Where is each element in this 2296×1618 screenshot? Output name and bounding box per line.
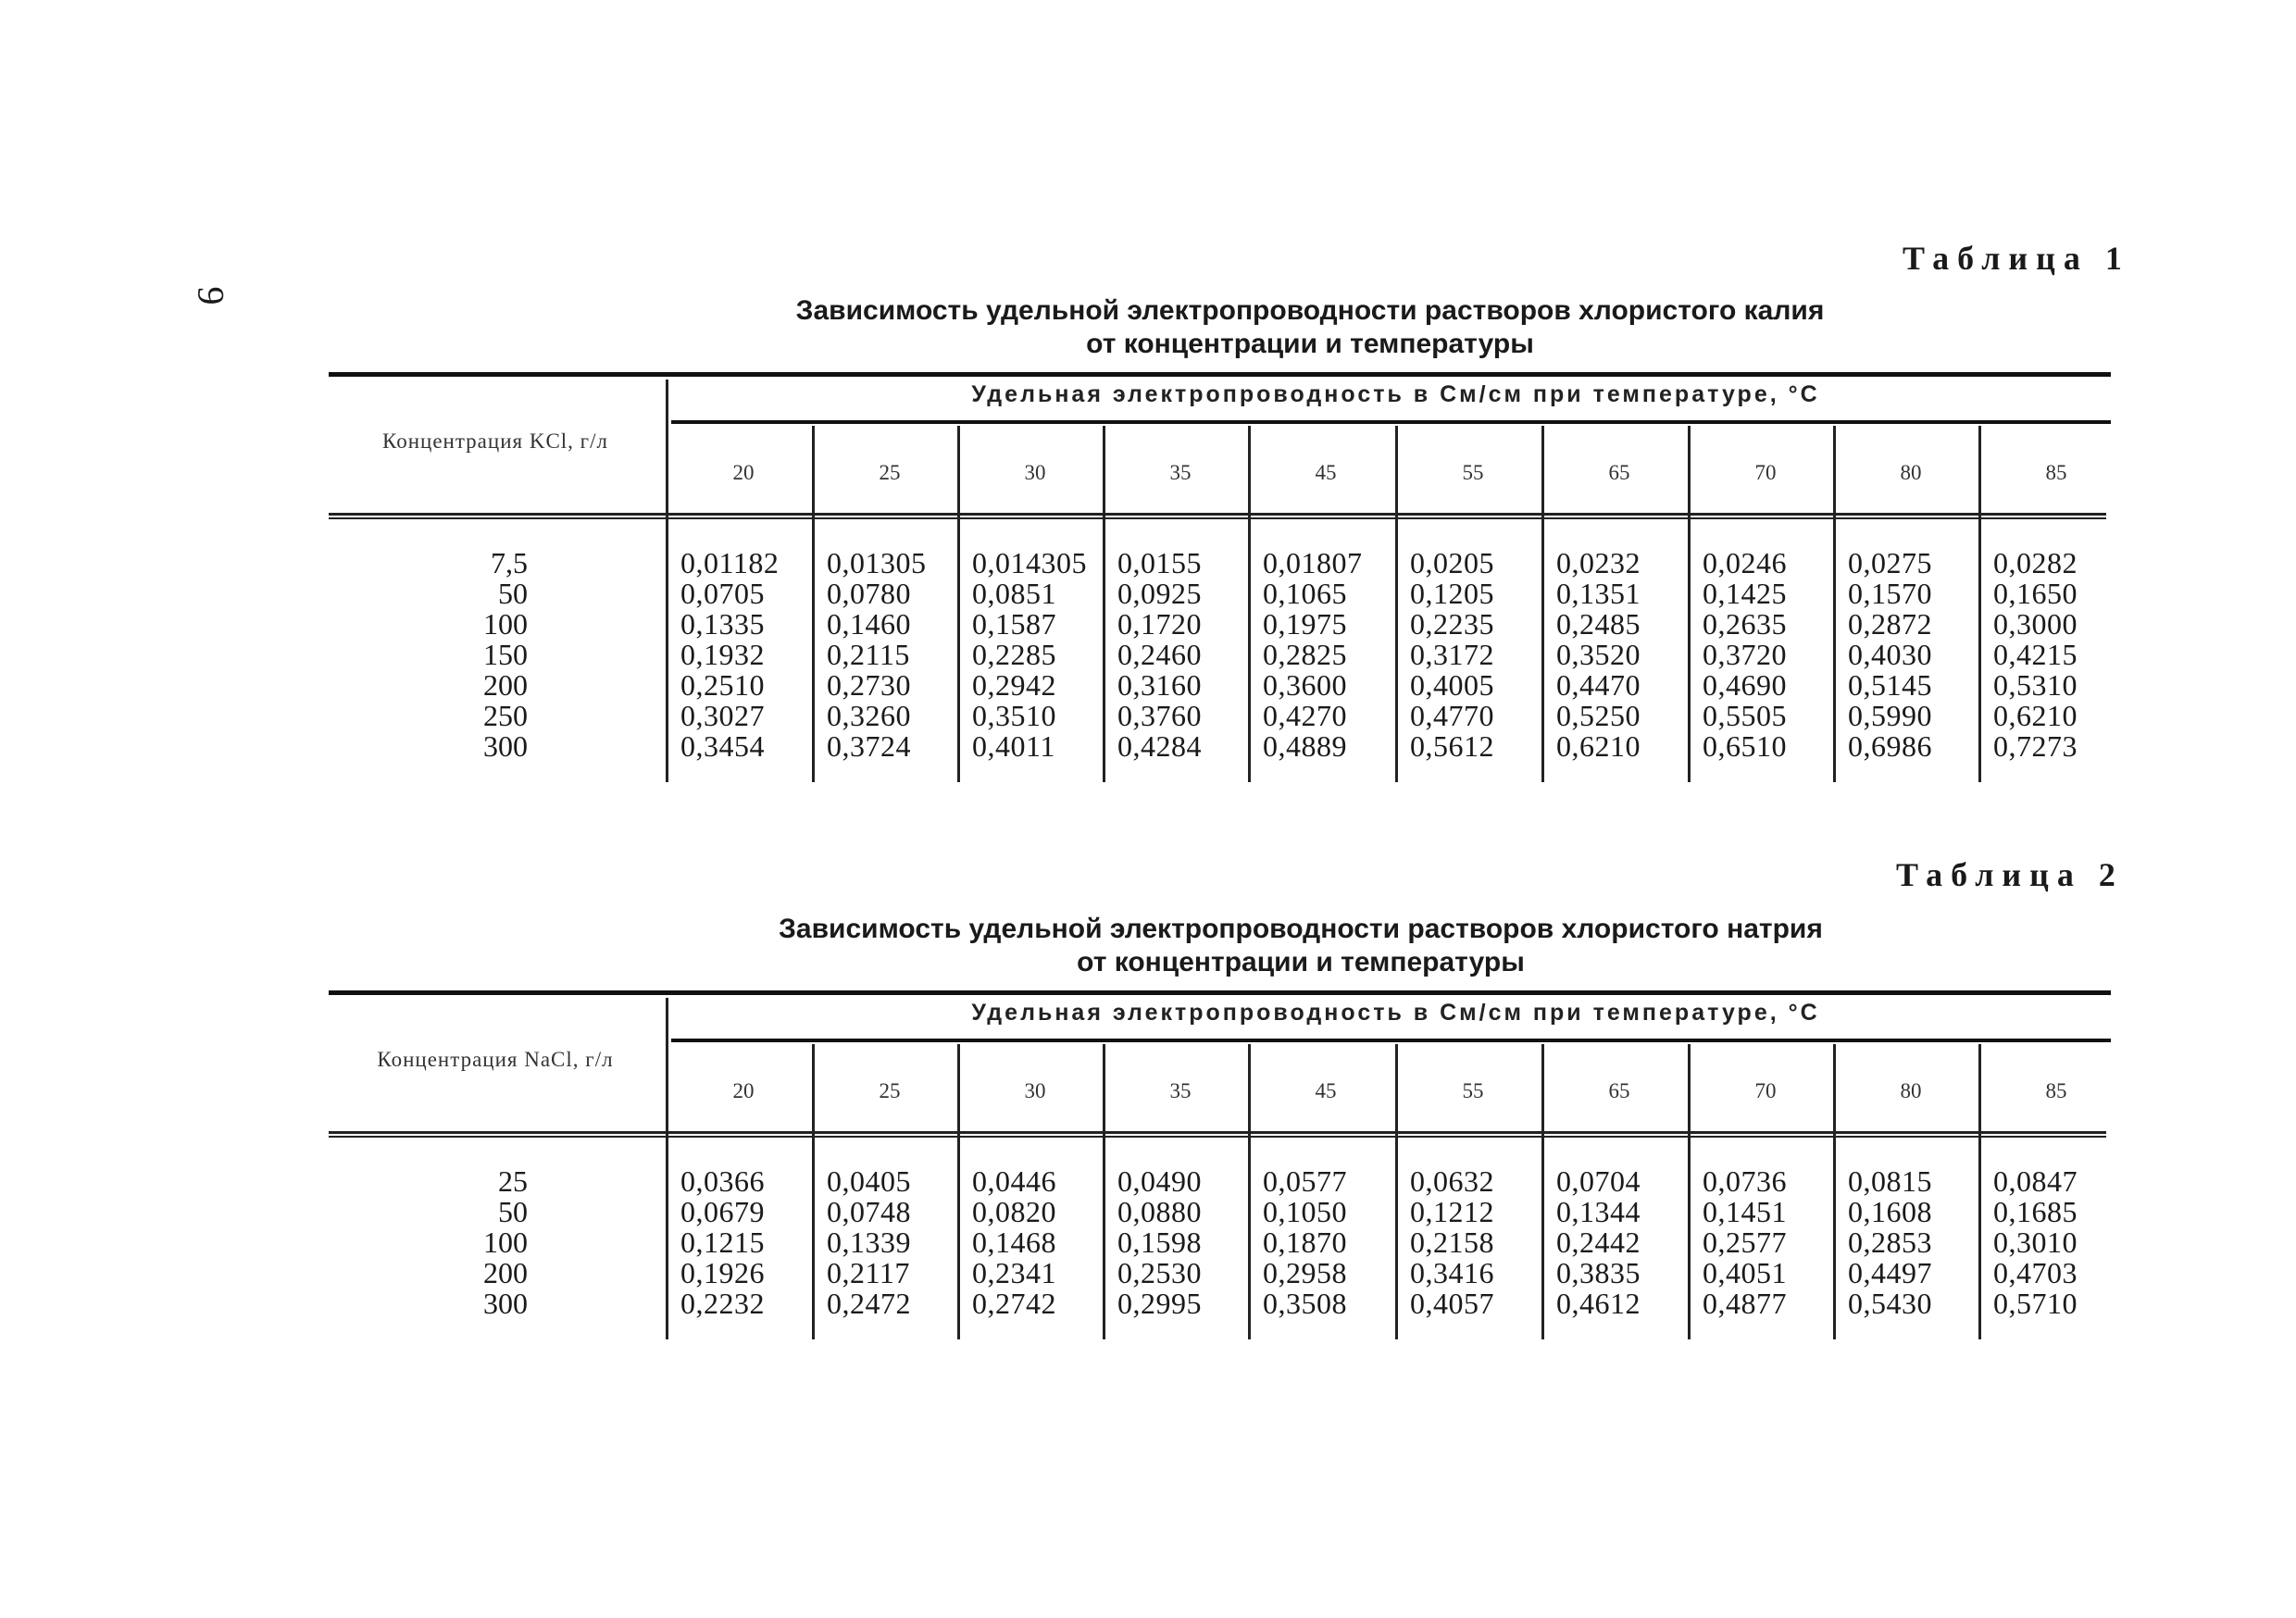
table1-cell: 0,0925	[1117, 577, 1202, 610]
table2-header-bottom-rule	[329, 1131, 2106, 1138]
table1-cell: 0,2485	[1556, 607, 1641, 641]
table2-temp-85: 85	[2045, 1079, 2067, 1102]
table2-cell: 0,2232	[680, 1287, 765, 1320]
table2-label: Таблица 2	[1896, 856, 2124, 893]
table2-cell: 0,0880	[1117, 1195, 1202, 1228]
table1-cell: 0,1205	[1410, 577, 1494, 610]
table2-cell: 0,1608	[1848, 1195, 1932, 1228]
table1-title	[708, 294, 1912, 361]
table2-cell: 0,4877	[1703, 1287, 1787, 1320]
table1-cell: 0,2235	[1410, 607, 1494, 641]
table1-cell: 0,6210	[1993, 699, 2078, 732]
table2-cell: 0,5430	[1848, 1287, 1932, 1320]
table2-cell: 0,0405	[827, 1164, 911, 1198]
table2-cell: 0,4057	[1410, 1287, 1494, 1320]
table2-cell: 0,2853	[1848, 1226, 1932, 1259]
table2-top-rule	[329, 990, 2111, 995]
table1-cell: 0,4770	[1410, 699, 1494, 732]
table2-cell: 0,3835	[1556, 1256, 1641, 1289]
table1-cell: 0,4889	[1263, 729, 1347, 763]
table2-cell: 0,0577	[1263, 1164, 1347, 1198]
table2-temp-35: 35	[1169, 1079, 1192, 1102]
table2-cell: 0,2158	[1410, 1226, 1494, 1259]
table1-cell: 0,4215	[1993, 638, 2078, 671]
table2-cell: 0,1215	[680, 1226, 765, 1259]
table2-cell: 0,1344	[1556, 1195, 1641, 1228]
table1-cell: 0,3760	[1117, 699, 1202, 732]
table1-cell: 0,1335	[680, 607, 765, 641]
table2-header-rule	[671, 1039, 2111, 1042]
table2-cell: 0,2742	[972, 1287, 1056, 1320]
table1-cell: 0,3724	[827, 729, 911, 763]
table1-top-rule	[329, 372, 2111, 377]
table2-cell: 0,2530	[1117, 1256, 1202, 1289]
table2-cell: 0,0704	[1556, 1164, 1641, 1198]
table2-cell: 0,0366	[680, 1164, 765, 1198]
table2-title	[699, 913, 1903, 979]
table1-cell: 0,2730	[827, 668, 911, 702]
table2-temp-80: 80	[1900, 1079, 1922, 1102]
table2-cell: 0,2117	[827, 1256, 910, 1289]
table2-cell: 0,2472	[827, 1287, 911, 1320]
table2-title-line2: от концентрации и температуры	[1077, 947, 1525, 977]
table2-temp-30: 30	[1024, 1079, 1046, 1102]
table2-cell: 0,2995	[1117, 1287, 1202, 1320]
table2-cell: 0,3010	[1993, 1226, 2078, 1259]
table1-cell: 0,5145	[1848, 668, 1932, 702]
table1-cell: 0,2872	[1848, 607, 1932, 641]
table1-cell: 0,014305	[972, 546, 1087, 579]
table1-cell: 0,3000	[1993, 607, 2078, 641]
table1-cell: 0,3454	[680, 729, 765, 763]
table2-row-conc: 100	[483, 1226, 528, 1259]
table1-cell: 0,6986	[1848, 729, 1932, 763]
table1-cell: 0,2510	[680, 668, 765, 702]
table1-cell: 0,01182	[680, 546, 780, 579]
table1-cell: 0,2460	[1117, 638, 1202, 671]
table2-cell: 0,1339	[827, 1226, 911, 1259]
table1-cell: 0,0851	[972, 577, 1056, 610]
table2-temp-25: 25	[879, 1079, 901, 1102]
table1-cell: 0,3720	[1703, 638, 1787, 671]
table1-cell: 0,4690	[1703, 668, 1787, 702]
table2-cell: 0,0736	[1703, 1164, 1787, 1198]
table2-temp-65: 65	[1608, 1079, 1630, 1102]
table2-temp-45: 45	[1315, 1079, 1337, 1102]
table1-temp-85: 85	[2045, 461, 2067, 484]
table1-cell: 0,3172	[1410, 638, 1494, 671]
table1-conc-header: Концентрация KCl, г/л	[382, 429, 608, 453]
table2-cell: 0,4497	[1848, 1256, 1932, 1289]
table2-row-conc: 50	[498, 1195, 528, 1228]
table2-cell: 0,5710	[1993, 1287, 2078, 1320]
table1-row-conc: 250	[483, 699, 528, 732]
page-number: 9	[190, 286, 232, 305]
table1-cell: 0,6510	[1703, 729, 1787, 763]
table2-cell: 0,2341	[972, 1256, 1056, 1289]
table1-cell: 0,5990	[1848, 699, 1932, 732]
table1-cell: 0,4284	[1117, 729, 1202, 763]
table2-cell: 0,4703	[1993, 1256, 2078, 1289]
table2-row-conc: 25	[498, 1164, 528, 1198]
table1-cell: 0,3027	[680, 699, 765, 732]
table1-cell: 0,4005	[1410, 668, 1494, 702]
table2-cell: 0,3508	[1263, 1287, 1347, 1320]
table1-cell: 0,2825	[1263, 638, 1347, 671]
table2-row-conc: 200	[483, 1256, 528, 1289]
table2-cell: 0,4612	[1556, 1287, 1641, 1320]
table1-cell: 0,4270	[1263, 699, 1347, 732]
table1-cell: 0,1351	[1556, 577, 1641, 610]
table1-cell: 0,4470	[1556, 668, 1641, 702]
table2-cell: 0,1050	[1263, 1195, 1347, 1228]
table2-temp-55: 55	[1462, 1079, 1484, 1102]
table1-cell: 0,2942	[972, 668, 1056, 702]
table2-cell: 0,2577	[1703, 1226, 1787, 1259]
table1-col-divider	[666, 380, 668, 782]
table1-temp-20: 20	[732, 461, 755, 484]
table2-temp-20: 20	[732, 1079, 755, 1102]
table1-cell: 0,1932	[680, 638, 765, 671]
table2-temp-70: 70	[1754, 1079, 1777, 1102]
table2-temp-header: Удельная электропроводность в См/см при температуре, °С	[971, 1000, 1820, 1026]
table1-temp-70: 70	[1754, 461, 1777, 484]
table2-title-line1: Зависимость удельной электропроводности растворов хлористого натрия	[779, 914, 1823, 944]
table2-cell: 0,1926	[680, 1256, 765, 1289]
table1-cell: 0,5612	[1410, 729, 1494, 763]
table1-temp-55: 55	[1462, 461, 1484, 484]
table1	[329, 372, 2111, 782]
table2-cell: 0,0446	[972, 1164, 1056, 1198]
table1-temp-45: 45	[1315, 461, 1337, 484]
table1-cell: 0,1650	[1993, 577, 2078, 610]
table2-row-conc: 300	[483, 1287, 528, 1320]
table2-cell: 0,3416	[1410, 1256, 1494, 1289]
table1-cell: 0,4030	[1848, 638, 1932, 671]
table1-temp-header: Удельная электропроводность в См/см при температуре, °С	[971, 381, 1820, 407]
table1-cell: 0,0205	[1410, 546, 1494, 579]
table1-cell: 0,3160	[1117, 668, 1202, 702]
table2-cell: 0,0632	[1410, 1164, 1494, 1198]
table1-cell: 0,2115	[827, 638, 910, 671]
table2-cell: 0,1870	[1263, 1226, 1347, 1259]
table2-cell: 0,1598	[1117, 1226, 1202, 1259]
table2-cell: 0,1685	[1993, 1195, 2078, 1228]
table1-cell: 0,3520	[1556, 638, 1641, 671]
table1-header-bottom-rule	[329, 513, 2106, 519]
table1-temp-25: 25	[879, 461, 901, 484]
table1-label: Таблица 1	[1903, 240, 2130, 277]
table1-cell: 0,1587	[972, 607, 1056, 641]
table2-conc-header: Концентрация NaCl, г/л	[377, 1048, 614, 1071]
table1-temp-30: 30	[1024, 461, 1046, 484]
table2-cell: 0,4051	[1703, 1256, 1787, 1289]
table1-cell: 0,01807	[1263, 546, 1363, 579]
table1-cell: 0,2635	[1703, 607, 1787, 641]
table1-cell: 0,1460	[827, 607, 911, 641]
table1-row-conc: 300	[483, 729, 528, 763]
table2-cell: 0,1468	[972, 1226, 1056, 1259]
table1-cell: 0,5310	[1993, 668, 2078, 702]
table2-cell: 0,2958	[1263, 1256, 1347, 1289]
table1-cell: 0,0246	[1703, 546, 1787, 579]
table1-cell: 0,3600	[1263, 668, 1347, 702]
table1-cell: 0,5505	[1703, 699, 1787, 732]
table1-title-line1: Зависимость удельной электропроводности растворов хлористого калия	[795, 295, 1825, 326]
table1-row-conc: 150	[483, 638, 528, 671]
table2	[329, 990, 2111, 1339]
table1-row-conc: 7,5	[491, 546, 528, 579]
table2-cell: 0,2442	[1556, 1226, 1641, 1259]
table1-cell: 0,0282	[1993, 546, 2078, 579]
table2-cell: 0,1451	[1703, 1195, 1787, 1228]
table1-cell: 0,5250	[1556, 699, 1641, 732]
table1-cell: 0,0275	[1848, 546, 1932, 579]
table2-cell: 0,1212	[1410, 1195, 1494, 1228]
table1-cell: 0,3510	[972, 699, 1056, 732]
table1-temp-35: 35	[1169, 461, 1192, 484]
table1-cell: 0,3260	[827, 699, 911, 732]
table2-cell: 0,0820	[972, 1195, 1056, 1228]
table1-temp-65: 65	[1608, 461, 1630, 484]
table2-cell: 0,0490	[1117, 1164, 1202, 1198]
table1-cell: 0,0232	[1556, 546, 1641, 579]
table1-cell: 0,0780	[827, 577, 911, 610]
table1-row-conc: 100	[483, 607, 528, 641]
table1-title-line2: от концентрации и температуры	[1086, 329, 1534, 359]
table1-cell: 0,1570	[1848, 577, 1932, 610]
table1-cell: 0,01305	[827, 546, 927, 579]
table1-cell: 0,1065	[1263, 577, 1347, 610]
table1-cell: 0,6210	[1556, 729, 1641, 763]
table2-cell: 0,0679	[680, 1195, 765, 1228]
table1-cell: 0,1425	[1703, 577, 1787, 610]
table1-cell: 0,0155	[1117, 546, 1202, 579]
table1-cell: 0,7273	[1993, 729, 2078, 763]
table1-cell: 0,4011	[972, 729, 1055, 763]
table1-cell: 0,1975	[1263, 607, 1347, 641]
table2-col-divider	[666, 998, 668, 1339]
table2-cell: 0,0748	[827, 1195, 911, 1228]
table1-temp-80: 80	[1900, 461, 1922, 484]
table2-cell: 0,0815	[1848, 1164, 1932, 1198]
table1-cell: 0,2285	[972, 638, 1056, 671]
table1-cell: 0,0705	[680, 577, 765, 610]
table1-cell: 0,1720	[1117, 607, 1202, 641]
table1-row-conc: 200	[483, 668, 528, 702]
table1-header-rule	[671, 420, 2111, 424]
table2-cell: 0,0847	[1993, 1164, 2078, 1198]
table1-row-conc: 50	[498, 577, 528, 610]
